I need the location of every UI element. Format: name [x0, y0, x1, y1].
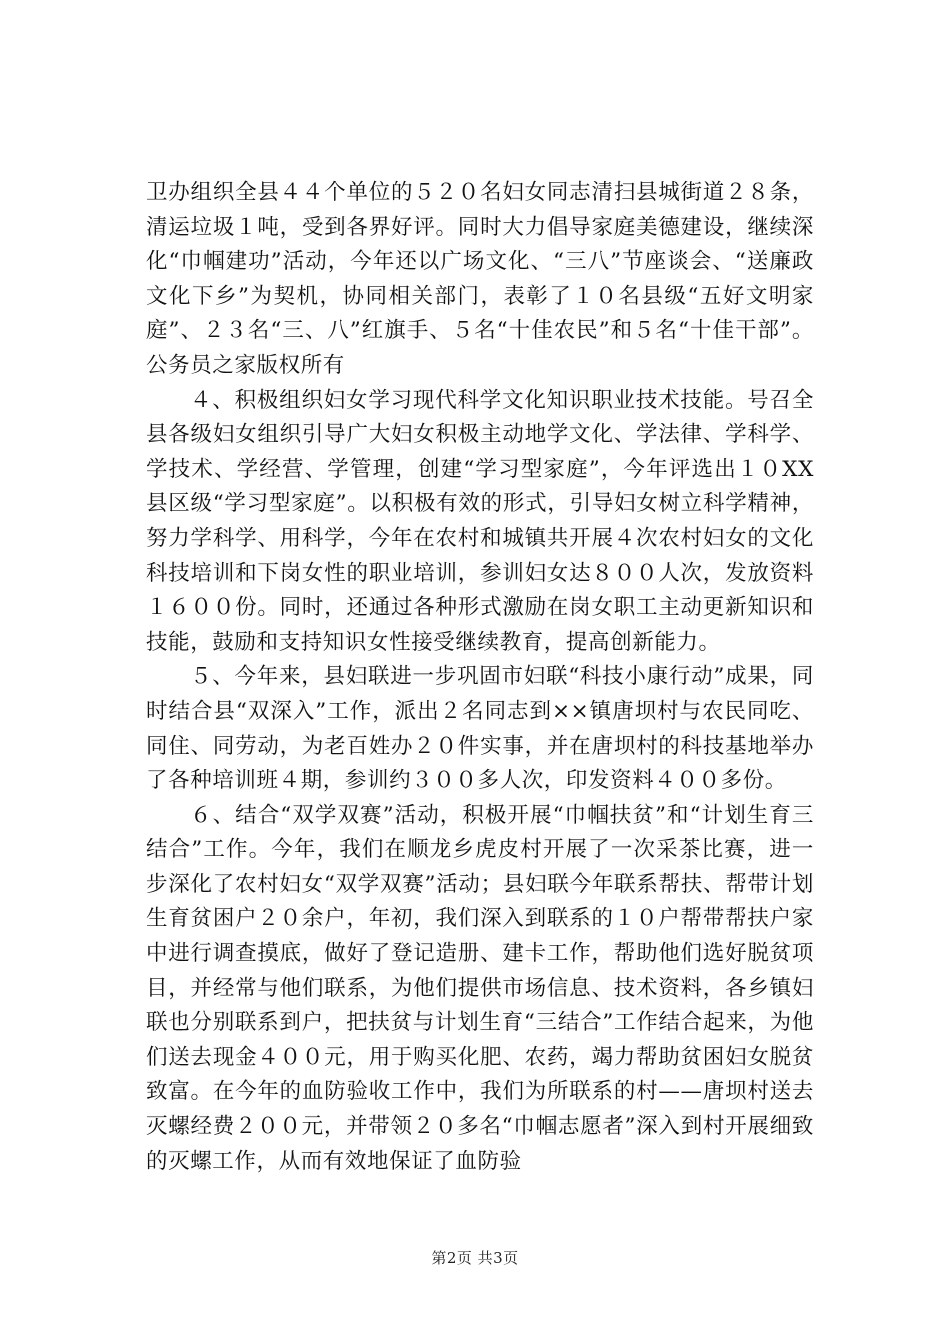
paragraph-item-5: ５、今年来，县妇联进一步巩固市妇联“科技小康行动”成果，同时结合县“双深入”工作，派出２名同志到××镇唐坝村与农民同吃、同住、同劳动，为老百姓办２０件实事，并在唐坝村的科技基地举办了各种培训班４期，参训约３００多人次，印发资料４００多份。 [146, 664, 814, 794]
document-body [146, 176, 814, 1179]
paragraph-item-6: ６、结合“双学双赛”活动，积极开展“巾帼扶贫”和“计划生育三结合”工作。今年，我们在顺龙乡虎皮村开展了一次采茶比赛，进一步深化了农村妇女“双学双赛”活动；县妇联今年联系帮扶、帮带计划生育贫困户２０余户，年初，我们深入到联系的１０户帮带帮扶户家中进行调查摸底，做好了登记造册、建卡工作，帮助他们选好脱贫项目，并经常与他们联系，为他们提供市场信息、技术资料，各乡镇妇联也分别联系到户，把扶贫与计划生育“三结合”工作结合起来，为他们送去现金４００元，用于购买化肥、农药，竭力帮助贫困妇女脱贫致富。在今年的血防验收工作中，我们为所联系的村——唐坝村送去灭螺经费２００元，并带领２０多名“巾帼志愿者”深入到村开展细致的灭螺工作，从而有效地保证了血防验 [146, 802, 814, 1174]
page-number-footer: 第2页 共3页 [431, 1249, 519, 1267]
paragraph-item-4: ４、积极组织妇女学习现代科学文化知识职业技术技能。号召全县各级妇女组织引导广大妇女积极主动地学文化、学法律、学科学、学技术、学经营、学管理，创建“学习型家庭”，今年评选出１０XX县区级“学习型家庭”。以积极有效的形式，引导妇女树立科学精神，努力学科学、用科学，今年在农村和城镇共开展４次农村妇女的文化科技培训和下岗女性的职业培训，参训妇女达８００人次，发放资料１６００份。同时，还通过各种形式激励在岗女职工主动更新知识和技能，鼓励和支持知识女性接受继续教育，提高创新能力。 [146, 387, 814, 655]
paragraph-continuation: 卫办组织全县４４个单位的５２０名妇女同志清扫县城街道２８条，清运垃圾１吨，受到各界好评。同时大力倡导家庭美德建设，继续深化“巾帼建功”活动，今年还以广场文化、“三八”节座谈会、“送廉政文化下乡”为契机，协同相关部门，表彰了１０名县级“五好文明家庭”、２３名“三、八”红旗手、５名“十佳农民”和５名“十佳干部”。公务员之家版权所有 [146, 180, 814, 378]
